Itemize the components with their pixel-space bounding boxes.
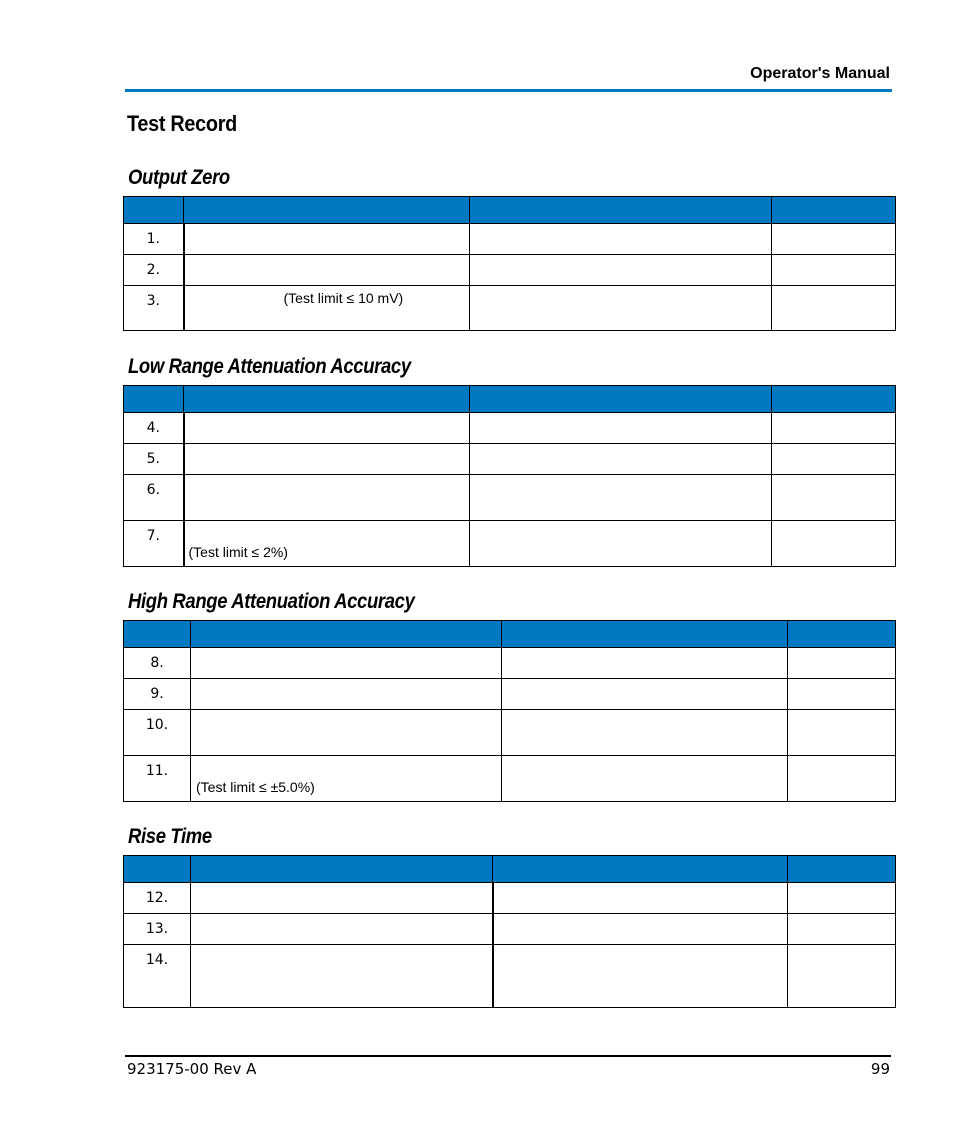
row-pass-fail-cell[interactable] xyxy=(772,444,896,475)
table-output-zero xyxy=(123,196,896,331)
row-result-cell[interactable] xyxy=(470,286,772,331)
row-number: 5. xyxy=(124,444,184,475)
section-title-output-zero: Output Zero xyxy=(128,166,230,189)
row-pass-fail-cell[interactable] xyxy=(788,945,896,1008)
row-description xyxy=(184,521,470,567)
row-number: 14. xyxy=(124,945,191,1008)
row-pass-fail-cell[interactable] xyxy=(788,710,896,756)
table-header-row xyxy=(124,856,896,883)
row-number: 6. xyxy=(124,475,184,521)
table-row xyxy=(124,679,896,710)
row-pass-fail-cell[interactable] xyxy=(772,413,896,444)
table-row xyxy=(124,710,896,756)
row-pass-fail-cell[interactable] xyxy=(772,286,896,331)
row-description xyxy=(191,945,493,1008)
row-description xyxy=(191,710,502,756)
header-title: Operator's Manual xyxy=(750,65,890,82)
row-description xyxy=(184,444,470,475)
table-row xyxy=(124,444,896,475)
footer-page-number: 99 xyxy=(870,1060,890,1078)
row-result-cell[interactable] xyxy=(502,648,788,679)
row-result-cell[interactable] xyxy=(493,914,788,945)
table-row xyxy=(124,914,896,945)
row-result-cell[interactable] xyxy=(470,224,772,255)
row-result-cell[interactable] xyxy=(493,883,788,914)
table-header-row xyxy=(124,197,896,224)
test-limit-note: (Test limit ≤ 2%) xyxy=(188,544,288,560)
table-row xyxy=(124,224,896,255)
row-description xyxy=(191,679,502,710)
table-row xyxy=(124,255,896,286)
row-pass-fail-cell[interactable] xyxy=(772,521,896,567)
table-row xyxy=(124,521,896,567)
page-title: Test Record xyxy=(127,111,237,136)
row-number: 9. xyxy=(124,679,191,710)
test-limit-note: (Test limit ≤ ±5.0%) xyxy=(196,779,315,795)
row-pass-fail-cell[interactable] xyxy=(788,648,896,679)
row-result-cell[interactable] xyxy=(502,756,788,802)
row-number: 3. xyxy=(124,286,184,331)
row-pass-fail-cell[interactable] xyxy=(772,475,896,521)
row-description xyxy=(191,883,493,914)
table-low-range xyxy=(123,385,896,567)
row-pass-fail-cell[interactable] xyxy=(772,224,896,255)
row-description xyxy=(184,255,470,286)
section-title-low-range: Low Range Attenuation Accuracy xyxy=(128,355,411,378)
table-row xyxy=(124,945,896,1008)
test-limit-note: (Test limit ≤ 10 mV) xyxy=(283,290,404,306)
table-row xyxy=(124,475,896,521)
row-number: 7. xyxy=(124,521,184,567)
row-result-cell[interactable] xyxy=(470,521,772,567)
row-result-cell[interactable] xyxy=(502,679,788,710)
row-result-cell[interactable] xyxy=(470,475,772,521)
table-header-row xyxy=(124,621,896,648)
section-title-high-range: High Range Attenuation Accuracy xyxy=(128,590,415,613)
table-row xyxy=(124,648,896,679)
table-rise-time xyxy=(123,855,896,1008)
row-description xyxy=(184,286,470,331)
table-high-range xyxy=(123,620,896,802)
table-row xyxy=(124,883,896,914)
row-pass-fail-cell[interactable] xyxy=(788,883,896,914)
row-result-cell[interactable] xyxy=(493,945,788,1008)
row-pass-fail-cell[interactable] xyxy=(788,914,896,945)
table-header-row xyxy=(124,386,896,413)
footer-doc-number: 923175-00 Rev A xyxy=(127,1060,257,1078)
row-number: 12. xyxy=(124,883,191,914)
row-result-cell[interactable] xyxy=(470,413,772,444)
row-pass-fail-cell[interactable] xyxy=(772,255,896,286)
row-result-cell[interactable] xyxy=(502,710,788,756)
row-description xyxy=(191,756,502,802)
footer-rule xyxy=(125,1055,891,1057)
row-number: 2. xyxy=(124,255,184,286)
row-description xyxy=(184,475,470,521)
row-result-cell[interactable] xyxy=(470,255,772,286)
row-number: 4. xyxy=(124,413,184,444)
row-description xyxy=(191,648,502,679)
row-number: 1. xyxy=(124,224,184,255)
row-number: 10. xyxy=(124,710,191,756)
row-result-cell[interactable] xyxy=(470,444,772,475)
row-number: 13. xyxy=(124,914,191,945)
row-number: 8. xyxy=(124,648,191,679)
section-title-rise-time: Rise Time xyxy=(128,825,212,848)
row-description xyxy=(184,224,470,255)
table-row xyxy=(124,286,896,331)
row-pass-fail-cell[interactable] xyxy=(788,756,896,802)
table-row xyxy=(124,756,896,802)
header-rule xyxy=(125,89,892,92)
row-pass-fail-cell[interactable] xyxy=(788,679,896,710)
row-number: 11. xyxy=(124,756,191,802)
table-row xyxy=(124,413,896,444)
row-description xyxy=(191,914,493,945)
row-description xyxy=(184,413,470,444)
